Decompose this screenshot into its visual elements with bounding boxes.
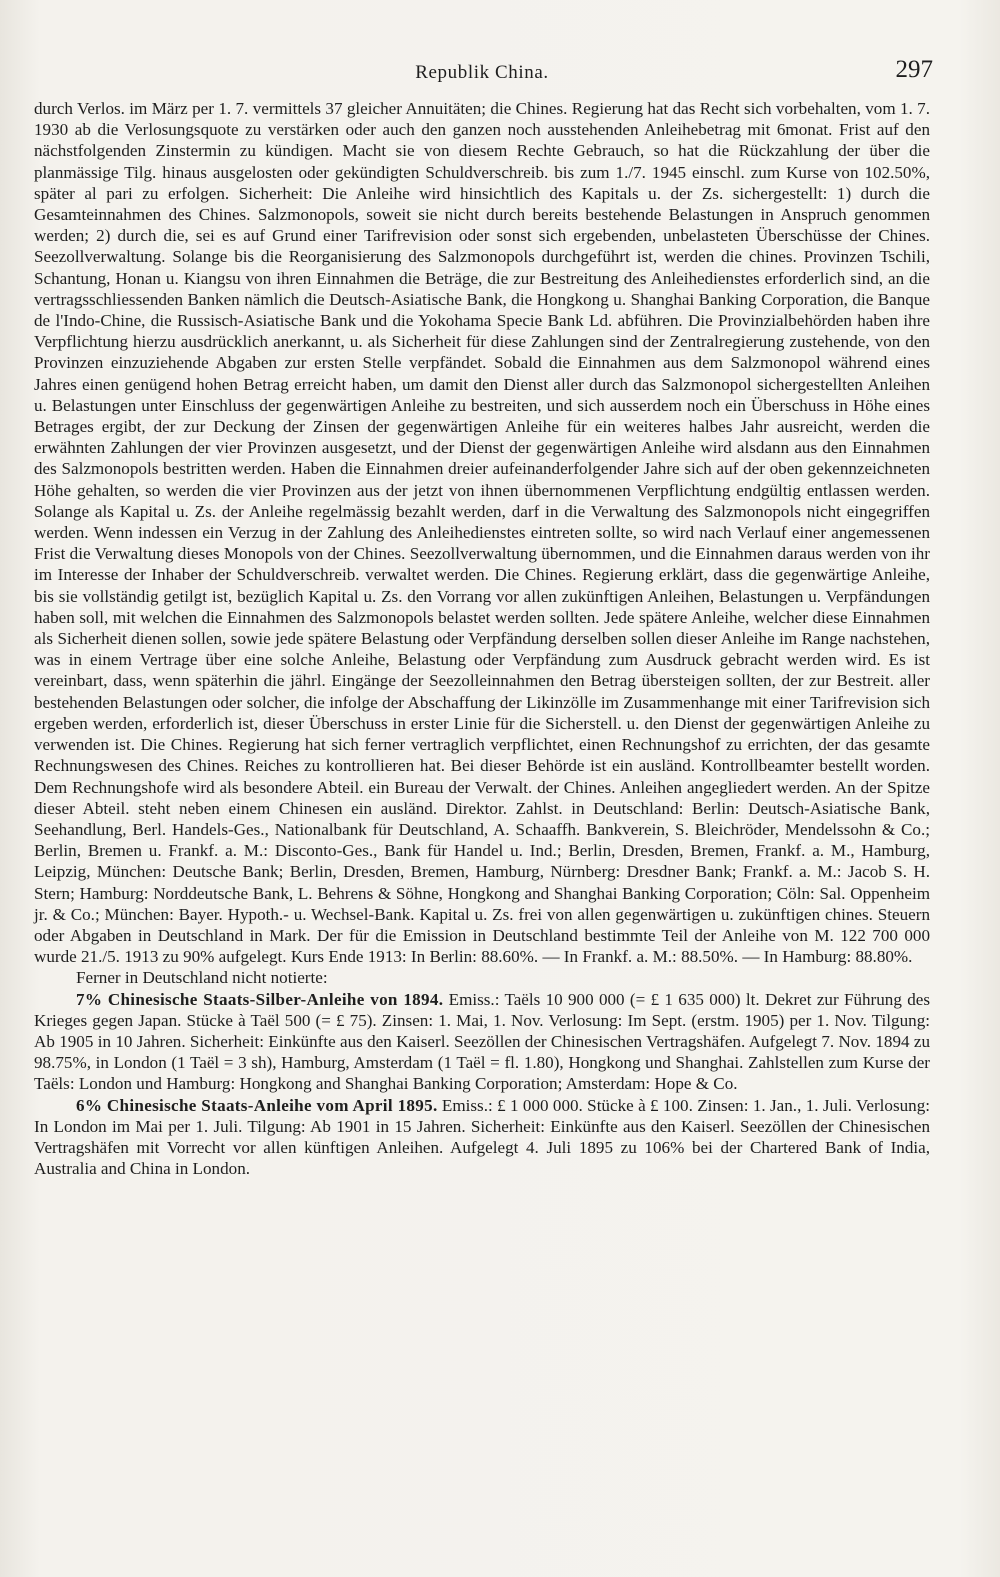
paragraph-loan-1894 <box>34 989 930 1095</box>
paragraph-loan-1895 <box>34 1095 930 1180</box>
body-text <box>34 98 930 1179</box>
running-head <box>34 52 933 98</box>
loan-text-1895: Emiss.: £ 1 000 000. Stücke à £ 100. Zinsen: 1. Jan., 1. Juli. Verlosung: In London im Mai per 1. Juli. Tilgung: Ab 1901 in 15 Jahren. Sicherheit: Einkünfte aus den Kaiserl. Seezöllen der Chinesischen Vertragshäfen mit Vorrecht vor allen künftigen Anleihen. Aufgelegt 4. Juli 1895 zu 106% bei der Chartered Bank of India, Australia and China in London. <box>34 1095 930 1179</box>
paragraph-further-loans: Ferner in Deutschland nicht notierte: <box>76 968 328 988</box>
loan-title-1894: 7% Chinesische Staats-Silber-Anleihe von 1894. <box>76 989 444 1009</box>
paragraph-main: durch Verlos. im März per 1. 7. vermittels 37 gleicher Annuitäten; die Chines. Regierung hat das Recht sich vorbehalten, vom 1. 7. 1930 ab die Verlosungsquote zu verstärken oder auch den ganzen noch ausstehenden Anleihebetrag mit 6monat. Frist auf den nächstfolgenden Zinstermin zu kündigen. Macht sie von diesem Rechte Gebrauch, so hat die Rückzahlung der über die planmässige Tilg. hinaus ausgelosten oder gekündigten Schuldverschreib. bis zum 1./7. 1945 einschl. zum Kurse von 102.50%, später al pari zu erfolgen. Sicherheit: Die Anleihe wird hinsichtlich des Kapitals u. der Zs. sichergestellt: 1) durch die Gesamteinnahmen des Chines. Salzmonopols, soweit sie nicht durch bereits bestehende Belastungen in Anspruch genommen werden; 2) durch die, sei es auf Grund einer Tarifrevision oder sonst sich ergebenden, unbelasteten Überschüsse der Chines. Seezollverwaltung. Solange bis die Reorganisierung des Salzmonopols durchgeführt ist, werden die chines. Provinzen Tschili, Schantung, Honan u. Kiangsu von ihren Einnahmen die Beträge, die zur Bestreitung des Anleihedienstes erforderlich sind, an die vertragsschliessenden Banken nämlich die Deutsch-Asiatische Bank, die Hongkong u. Shanghai Banking Corporation, die Banque de l'Indo-Chine, die Russisch-Asiatische Bank und die Yokohama Specie Bank Ld. abführen. Die Provinzialbehörden haben ihre Verpflichtung hierzu ausdrücklich anerkannt, u. als Sicherheit für diese Zahlungen sind der Zentralregierung zustehende, von den Provinzen einzuziehende Abgaben zur ersten Stelle verpfändet. Sobald die Einnahmen aus dem Salzmonopol während eines Jahres einen genügend hohen Betrag erreicht haben, um damit den Dienst aller durch das Salzmonopol sichergestellten Anleihen u. Belastungen unter Einschluss der gegenwärtigen Anleihe zu bestreiten, und sich ausserdem noch ein Überschuss in Höhe eines Betrages ergibt, der zur Deckung der Zinsen der gegenwärtigen Anleihe für ein weiteres halbes Jahr ausreicht, werden die erwähnten Zahlungen der vier Provinzen ausgesetzt, und der Dienst der gegenwärtigen Anleihe wird alsdann aus den Einnahmen des Salzmonopols bestritten werden. Haben die Einnahmen dreier aufeinanderfolgender Jahre sich auf der oben gekennzeichneten Höhe gehalten, so werden die vier Provinzen aus der jetzt von ihnen übernommenen Verpflichtung endgültig entlassen werden. Solange als Kapital u. Zs. der Anleihe regelmässig bezahlt werden, darf in die Verwaltung des Salzmonopols nicht eingegriffen werden. Wenn indessen ein Verzug in der Zahlung des Anleihedienstes eintreten sollte, so wird nach Verlauf einer angemessenen Frist die Verwaltung dieses Monopols von der Chines. Seezollverwaltung übernommen, und die Einnahmen daraus werden von ihr im Interesse der Inhaber der Schuldverschreib. verwaltet werden. Die Chines. Regierung erklärt, dass die gegenwärtige Anleihe, bis sie vollständig getilgt ist, bezüglich Kapital u. Zs. den Vorrang vor allen zukünftigen Anleihen, Belastungen u. Verpfändungen haben soll, mit welchen die Einnahmen des Salzmonopols belastet werden sollten. Jede spätere Anleihe, welcher diese Einnahmen als Sicherheit dienen sollen, sowie jede spätere Belastung oder Verpfändung derselben sollen dieser Anleihe im Range nachstehen, was in einem Vertrage über eine solche Anleihe, Belastung oder Verpfändung zum Ausdruck gebracht werden wird. Es ist vereinbart, dass, wenn späterhin die jährl. Eingänge der Seezolleinnahmen den Betrag übersteigen sollten, der zur Bestreit. aller bestehenden Belastungen oder solcher, die infolge der Abschaffung der Likinzölle im Zusammenhange mit einer Tarifrevision sich ergeben werden, erforderlich ist, dieser Überschuss in erster Linie für die Sicherstell. u. den Dienst der gegenwärtigen Anleihe zu verwenden ist. Die Chines. Regierung hat sich ferner vertraglich verpflichtet, einen Rechnungshof zu errichten, der das gesamte Rechnungswesen des Chines. Reiches zu kontrollieren hat. Bei dieser Behörde ist ein ausländ. Kontrollbeamter bestellt worden. Dem Rechnungshofe wird als besondere Abteil. ein Bureau der Verwalt. der Chines. Anleihen angegliedert werden. An der Spitze dieser Abteil. steht neben einem Chinesen ein ausländ. Direktor. Zahlst. in Deutschland: Berlin: Deutsch-Asiatische Bank, Seehandlung, Berl. Handels-Ges., Nationalbank für Deutschland, A. Schaaffh. Bankverein, S. Bleichröder, Mendelssohn & Co.; Berlin, Bremen u. Frankf. a. M.: Disconto-Ges., Bank für Handel u. Ind.; Berlin, Dresden, Bremen, Frankf. a. M., Hamburg, Leipzig, München: Deutsche Bank; Berlin, Dresden, Bremen, Hamburg, Nürnberg: Dresdner Bank; Frankf. a. M.: Jacob S. H. Stern; Hamburg: Norddeutsche Bank, L. Behrens & Söhne, Hongkong and Shanghai Banking Corporation; Cöln: Sal. Oppenheim jr. & Co.; München: Bayer. Hypoth.- u. Wechsel-Bank. Kapital u. Zs. frei von allen gegenwärtigen u. zukünftigen chines. Steuern oder Abgaben in Deutschland in Mark. Der für die Emission in Deutschland bestimmte Teil der Anleihe von M. 122 700 000 wurde 21./5. 1913 zu 90% aufgelegt. Kurs Ende 1913: In Berlin: 88.60%. — In Frankf. a. M.: 88.50%. — In Hamburg: 88.80%. <box>34 99 930 967</box>
running-title: Republik China. <box>415 62 549 83</box>
loan-text-1894: Emiss.: Taëls 10 900 000 (= £ 1 635 000) lt. Dekret zur Führung des Krieges gegen Japan. Stücke à Taël 500 (= £ 75). Zinsen: 1. Mai, 1. Nov. Verlosung: Im Sept. (erstm. 1905) per 1. Nov. Tilgung: Ab 1905 in 10 Jahren. Sicherheit: Einkünfte aus den Kaiserl. Seezöllen der Chinesischen Vertragshäfen. Aufgelegt 7. Nov. 1894 zu 98.75%, in London (1 Taël = 3 sh), Hamburg, Amsterdam (1 Taël = fl. 1.80), Hongkong und Shanghai. Zahlstellen zum Kurse der Taëls: London und Hamburg: Hongkong and Shanghai Banking Corporation; Amsterdam: Hope & Co. <box>34 989 930 1094</box>
page-number: 297 <box>895 56 933 83</box>
loan-title-1895: 6% Chinesische Staats-Anleihe vom April 1895. <box>76 1095 438 1115</box>
